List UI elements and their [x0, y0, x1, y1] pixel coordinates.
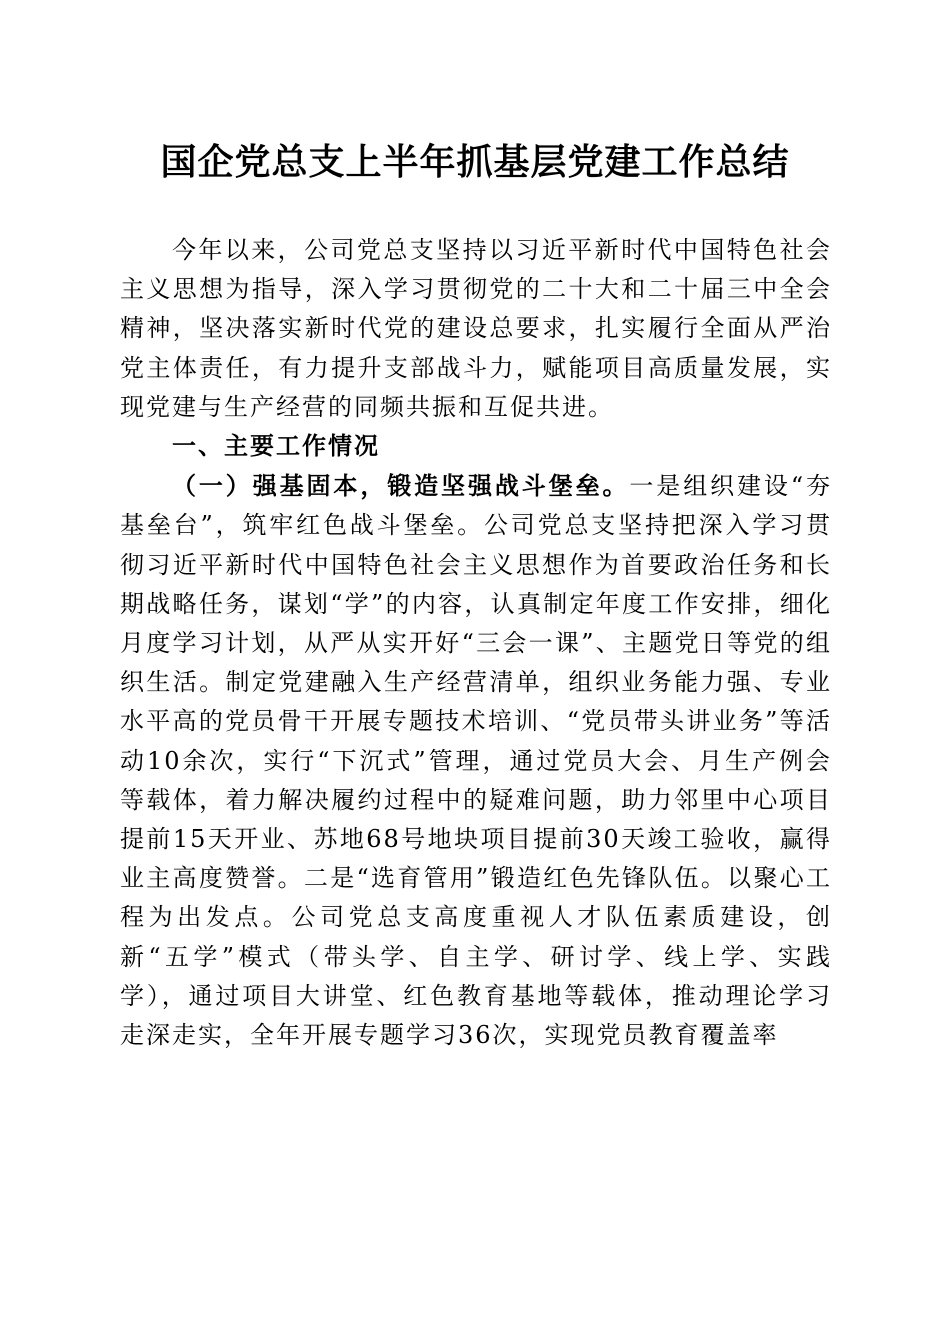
subsection-heading: （一）强基固本，锻造坚强战斗堡垒。 [172, 471, 630, 501]
document-body [120, 231, 832, 1055]
subsection-body: 一是组织建设“夯基垒台”，筑牢红色战斗堡垒。公司党总支坚持把深入学习贯彻习近平新时代中国特色社会主义思想作为首要政治任务和长期战略任务，谋划“学”的内容，认真制定年度工作安排，细化月度学习计划，从严从实开好“三会一课”、主题党日等党的组织生活。制定党建融入生产经营清单，组织业务能力强、专业水平高的党员骨干开展专题技术培训、“党员带头讲业务”等活动10余次，实行“下沉式”管理，通过党员大会、月生产例会等载体，着力解决履约过程中的疑难问题，助力邻里中心项目提前15天开业、苏地68号地块项目提前30天竣工验收，赢得业主高度赞誉。二是“选育管用”锻造红色先锋队伍。以聚心工程为出发点。公司党总支高度重视人才队伍素质建设，创新“五学”模式（带头学、自主学、研讨学、线上学、实践学），通过项目大讲堂、红色教育基地等载体，推动理论学习走深走实，全年开展专题学习36次，实现党员教育覆盖率 [120, 472, 832, 1050]
section-heading: 一、主要工作情况 [172, 432, 380, 461]
intro-paragraph: 今年以来，公司党总支坚持以习近平新时代中国特色社会主义思想为指导，深入学习贯彻党的二十大和二十届三中全会精神，坚决落实新时代党的建设总要求，扎实履行全面从严治党主体责任，有力提升支部战斗力，赋能项目高质量发展，实现党建与生产经营的同频共振和互促共进。 [120, 236, 832, 421]
subsection-paragraph [120, 466, 832, 1055]
document-title: 国企党总支上半年抓基层党建工作总结 [160, 141, 790, 183]
